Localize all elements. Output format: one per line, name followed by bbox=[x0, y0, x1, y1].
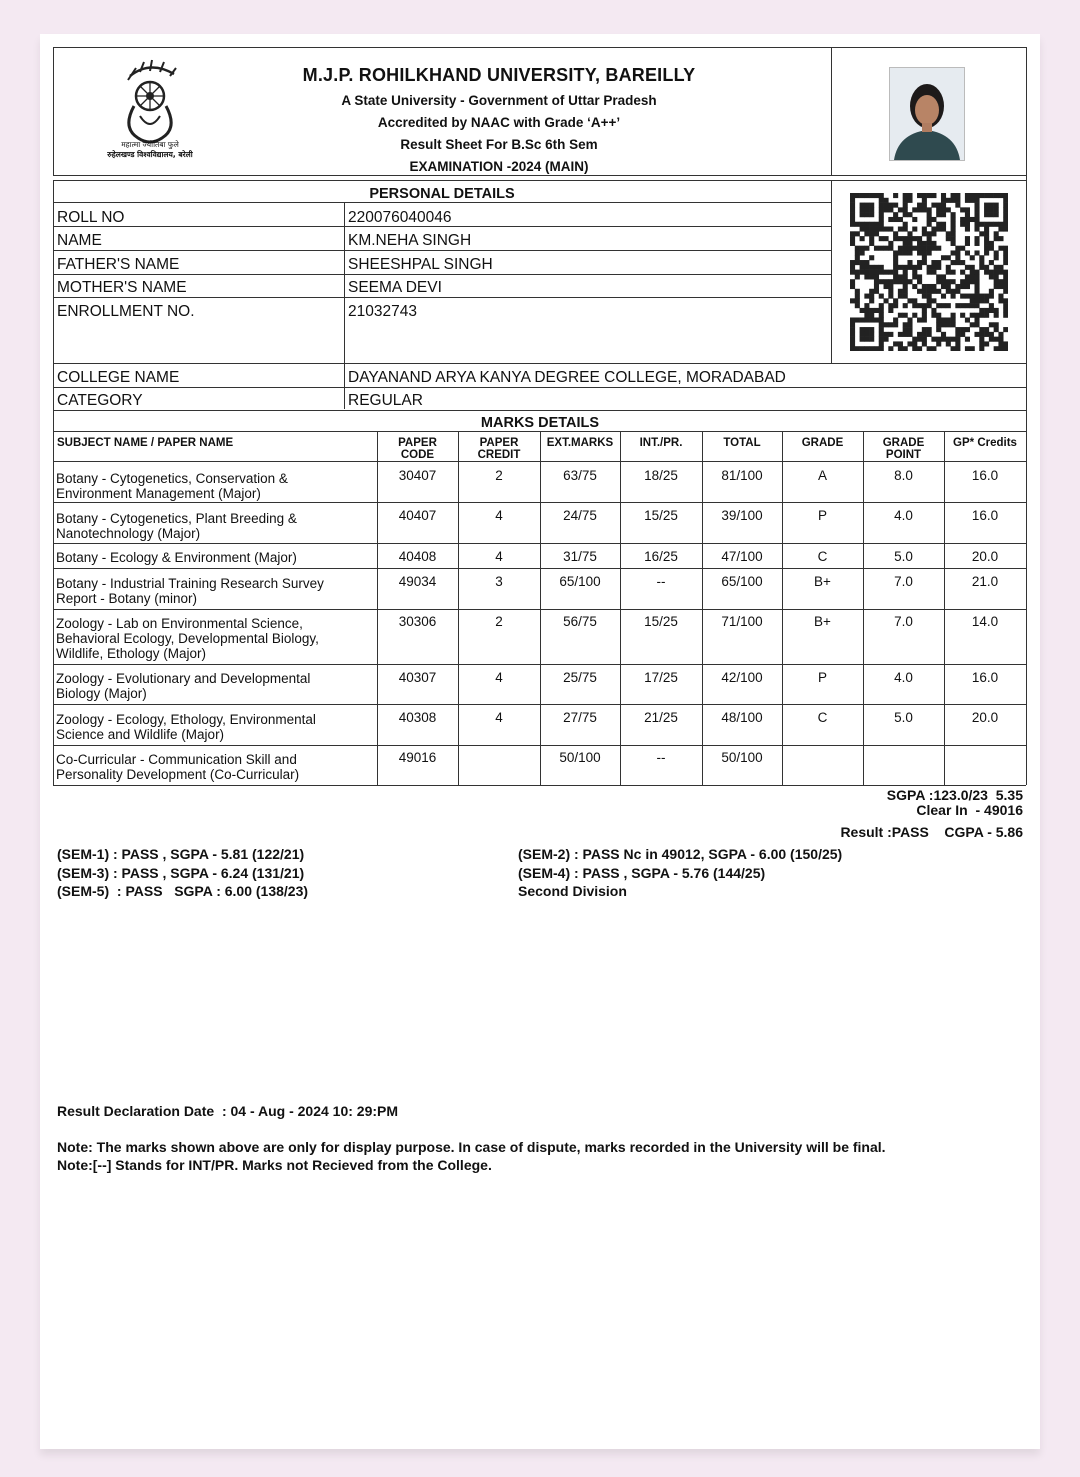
sem4-result: (SEM-4) : PASS , SGPA - 5.76 (144/25) bbox=[518, 865, 766, 881]
table-row-int: 15/25 bbox=[644, 614, 678, 629]
roll-no-label: ROLL NO bbox=[57, 209, 125, 226]
table-row-subject: Zoology - Evolutionary and Developmental Biology (Major) bbox=[56, 671, 311, 701]
table-row-int: 16/25 bbox=[644, 549, 678, 564]
table-row-ext: 25/75 bbox=[563, 670, 597, 685]
table-row-subject: Botany - Cytogenetics, Conservation & Environment Management (Major) bbox=[56, 471, 288, 501]
col-code-header: PAPER CODE bbox=[398, 437, 437, 461]
table-row-grade: B+ bbox=[814, 574, 831, 589]
enrollment-value: 21032743 bbox=[348, 303, 417, 320]
table-row-grade: P bbox=[817, 670, 827, 685]
table-row-subject: Co-Curricular - Communication Skill and Personality Development (Co-Curricular) bbox=[56, 752, 300, 782]
table-row-credit: 4 bbox=[495, 670, 503, 685]
table-row-credit: 2 bbox=[495, 614, 503, 629]
col-subject-header: SUBJECT NAME / PAPER NAME bbox=[57, 437, 234, 449]
table-row-int: 21/25 bbox=[644, 710, 678, 725]
table-row-int: -- bbox=[656, 750, 666, 765]
table-row-grade: P bbox=[817, 508, 827, 523]
table-row-credit: 4 bbox=[495, 549, 503, 564]
header-line-4: EXAMINATION -2024 (MAIN) bbox=[409, 159, 589, 174]
table-row-int: 15/25 bbox=[644, 508, 678, 523]
qr-code bbox=[850, 193, 1008, 351]
table-row-credit: 4 bbox=[495, 710, 503, 725]
col-gp-header: GRADE POINT bbox=[882, 437, 925, 461]
table-row-gp: 5.0 bbox=[894, 710, 913, 725]
table-row-grade: B+ bbox=[814, 614, 831, 629]
table-row-gp: 4.0 bbox=[894, 670, 913, 685]
note-int-pr: Note:[--] Stands for INT/PR. Marks not Recieved from the College. bbox=[57, 1157, 492, 1173]
college-value: DAYANAND ARYA KANYA DEGREE COLLEGE, MORADABAD bbox=[348, 369, 786, 386]
table-row-code: 30407 bbox=[398, 468, 437, 483]
header-line-1: A State University - Government of Uttar Pradesh bbox=[341, 93, 657, 108]
table-row-ext: 27/75 bbox=[563, 710, 597, 725]
result-declaration-date: Result Declaration Date : 04 - Aug - 2024 10: 29:PM bbox=[57, 1103, 399, 1119]
marks-details-title: MARKS DETAILS bbox=[480, 415, 600, 431]
table-row-subject: Botany - Cytogenetics, Plant Breeding & Nanotechnology (Major) bbox=[56, 511, 297, 541]
mother-name-value: SEEMA DEVI bbox=[348, 279, 442, 296]
table-row-code: 40308 bbox=[398, 710, 437, 725]
table-row-code: 30306 bbox=[398, 614, 437, 629]
table-row-int: -- bbox=[656, 574, 666, 589]
table-row-subject: Zoology - Lab on Environmental Science, Behavioral Ecology, Developmental Biology, Wildlife, Ethology (Major) bbox=[56, 616, 319, 661]
university-name: M.J.P. ROHILKHAND UNIVERSITY, BAREILLY bbox=[302, 65, 696, 85]
college-label: COLLEGE NAME bbox=[57, 369, 180, 386]
col-credit-header: PAPER CREDIT bbox=[477, 437, 521, 461]
table-row-credit: 3 bbox=[495, 574, 503, 589]
table-row-ext: 24/75 bbox=[563, 508, 597, 523]
sem1-result: (SEM-1) : PASS , SGPA - 5.81 (122/21) bbox=[57, 846, 305, 862]
table-row-credit: 4 bbox=[495, 508, 503, 523]
sem5-result: (SEM-5) : PASS SGPA : 6.00 (138/23) bbox=[57, 883, 309, 899]
table-row-ext: 50/100 bbox=[559, 750, 601, 765]
father-name-label: FATHER'S NAME bbox=[57, 256, 180, 273]
table-row-total: 71/100 bbox=[721, 614, 763, 629]
personal-details-title: PERSONAL DETAILS bbox=[369, 186, 515, 202]
table-row-int: 17/25 bbox=[644, 670, 678, 685]
header-line-2: Accredited by NAAC with Grade ‘A++’ bbox=[377, 115, 621, 130]
table-row-total: 50/100 bbox=[721, 750, 763, 765]
table-row-total: 81/100 bbox=[721, 468, 763, 483]
result-sheet bbox=[40, 34, 1040, 1449]
table-row-code: 40408 bbox=[398, 549, 437, 564]
category-value: REGULAR bbox=[348, 392, 423, 409]
table-row-gpc: 14.0 bbox=[971, 614, 999, 629]
category-label: CATEGORY bbox=[57, 392, 143, 409]
table-row-grade: A bbox=[817, 468, 827, 483]
mother-name-label: MOTHER'S NAME bbox=[57, 279, 187, 296]
table-row-code: 49034 bbox=[398, 574, 437, 589]
table-row-gpc: 20.0 bbox=[971, 710, 999, 725]
table-row-subject: Botany - Industrial Training Research Survey Report - Botany (minor) bbox=[56, 576, 324, 606]
table-row-gp: 4.0 bbox=[894, 508, 913, 523]
table-row-grade: C bbox=[817, 549, 828, 564]
logo-caption-1: महात्मा ज्योतिबा फुले bbox=[121, 140, 179, 149]
table-row-ext: 31/75 bbox=[563, 549, 597, 564]
col-total-header: TOTAL bbox=[723, 437, 761, 449]
sem3-result: (SEM-3) : PASS , SGPA - 6.24 (131/21) bbox=[57, 865, 305, 881]
father-name-value: SHEESHPAL SINGH bbox=[348, 256, 493, 273]
table-row-ext: 56/75 bbox=[563, 614, 597, 629]
table-row-ext: 63/75 bbox=[563, 468, 597, 483]
clear-in: Clear In - 49016 bbox=[916, 802, 1023, 818]
table-row-gpc: 16.0 bbox=[971, 468, 999, 483]
table-row-total: 48/100 bbox=[721, 710, 763, 725]
col-gpc-header: GP* Credits bbox=[953, 437, 1017, 449]
logo-caption-2: रुहेलखण्ड विश्वविद्यालय, बरेली bbox=[107, 150, 193, 159]
table-row-grade: C bbox=[817, 710, 828, 725]
table-row-gp: 7.0 bbox=[894, 574, 913, 589]
table-row-code: 49016 bbox=[398, 750, 437, 765]
table-row-gpc: 21.0 bbox=[971, 574, 999, 589]
col-ext-header: EXT.MARKS bbox=[546, 437, 614, 449]
table-row-code: 40407 bbox=[398, 508, 437, 523]
table-row-gp: 8.0 bbox=[894, 468, 913, 483]
table-row-total: 65/100 bbox=[721, 574, 763, 589]
table-row-credit: 2 bbox=[495, 468, 503, 483]
col-int-header: INT./PR. bbox=[639, 437, 683, 449]
name-label: NAME bbox=[57, 232, 102, 249]
table-row-ext: 65/100 bbox=[559, 574, 601, 589]
table-row-gpc: 20.0 bbox=[971, 549, 999, 564]
division: Second Division bbox=[518, 883, 627, 899]
table-row-gp: 5.0 bbox=[894, 549, 913, 564]
note-display-purpose: Note: The marks shown above are only for display purpose. In case of dispute, marks recorded in the University will be final. bbox=[57, 1139, 886, 1155]
col-grade-header: GRADE bbox=[801, 437, 844, 449]
sgpa-summary: SGPA :123.0/23 5.35 bbox=[886, 787, 1023, 803]
table-row-gpc: 16.0 bbox=[971, 508, 999, 523]
student-photo bbox=[889, 67, 965, 161]
table-row-gpc: 16.0 bbox=[971, 670, 999, 685]
result-cgpa: Result :PASS CGPA - 5.86 bbox=[840, 824, 1023, 840]
table-row-int: 18/25 bbox=[644, 468, 678, 483]
table-row-gp: 7.0 bbox=[894, 614, 913, 629]
table-row-total: 39/100 bbox=[721, 508, 763, 523]
roll-no-value: 220076040046 bbox=[348, 209, 452, 226]
table-row-total: 47/100 bbox=[721, 549, 763, 564]
table-row-code: 40307 bbox=[398, 670, 437, 685]
table-row-total: 42/100 bbox=[721, 670, 763, 685]
enrollment-label: ENROLLMENT NO. bbox=[57, 303, 195, 320]
name-value: KM.NEHA SINGH bbox=[348, 232, 472, 249]
table-row-subject: Zoology - Ecology, Ethology, Environmental Science and Wildlife (Major) bbox=[56, 712, 316, 742]
table-row-subject: Botany - Ecology & Environment (Major) bbox=[56, 550, 297, 565]
header-line-3: Result Sheet For B.Sc 6th Sem bbox=[400, 137, 598, 152]
sem2-result: (SEM-2) : PASS Nc in 49012, SGPA - 6.00 (150/25) bbox=[518, 846, 843, 862]
